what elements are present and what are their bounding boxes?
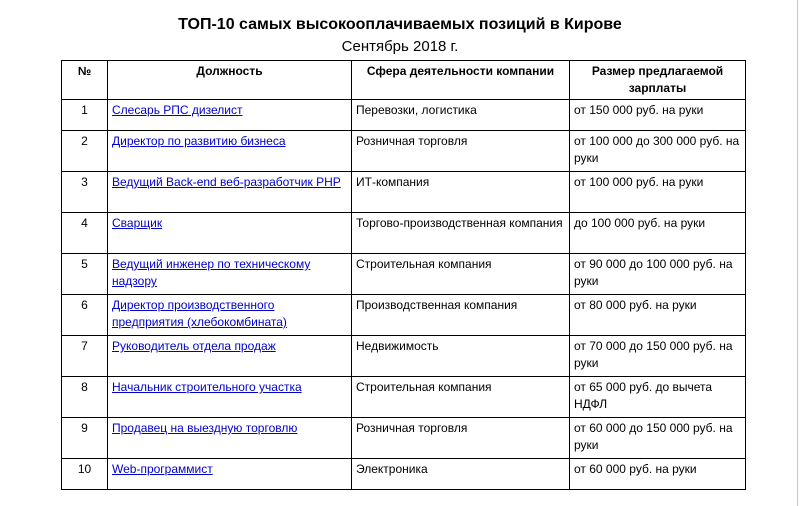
row-position-cell [108, 459, 352, 490]
row-sphere: Розничная торговля [352, 418, 570, 459]
row-sphere: Недвижимость [352, 336, 570, 377]
row-salary: от 65 000 руб. до вычета НДФЛ [570, 377, 746, 418]
table-row [62, 172, 746, 213]
table-row [62, 377, 746, 418]
position-link[interactable]: Руководитель отдела продаж [112, 339, 276, 353]
row-position-cell [108, 254, 352, 295]
row-position-cell [108, 213, 352, 254]
row-position-cell [108, 377, 352, 418]
table-row [62, 254, 746, 295]
row-salary: от 100 000 до 300 000 руб. на руки [570, 131, 746, 172]
header-salary: Размер предлагаемой зарплаты [570, 61, 746, 100]
row-salary: от 70 000 до 150 000 руб. на руки [570, 336, 746, 377]
row-sphere: Производственная компания [352, 295, 570, 336]
row-position-cell [108, 172, 352, 213]
header-num: № [62, 61, 108, 100]
row-salary: от 60 000 руб. на руки [570, 459, 746, 490]
row-num: 8 [62, 377, 108, 418]
page-subtitle: Сентябрь 2018 г. [341, 38, 459, 55]
table-row [62, 336, 746, 377]
row-salary: от 80 000 руб. на руки [570, 295, 746, 336]
position-link[interactable]: Слесарь РПС дизелист [112, 103, 243, 117]
table-header-row [62, 61, 746, 100]
row-num: 9 [62, 418, 108, 459]
row-position-cell [108, 131, 352, 172]
table-row [62, 131, 746, 172]
table-row [62, 459, 746, 490]
row-position-cell [108, 418, 352, 459]
page-title: ТОП-10 самых высокооплачиваемых позиций в Кирове [178, 16, 622, 33]
header-sphere: Сфера деятельности компании [352, 61, 570, 100]
table-row [62, 213, 746, 254]
row-sphere: Строительная компания [352, 377, 570, 418]
position-link[interactable]: Начальник строительного участка [112, 380, 302, 394]
position-link[interactable]: Ведущий инженер по техническому надзору [112, 257, 311, 288]
position-link[interactable]: Продавец на выездную торговлю [112, 421, 298, 435]
row-position-cell [108, 295, 352, 336]
row-salary: от 150 000 руб. на руки [570, 100, 746, 131]
position-link[interactable]: Сварщик [112, 216, 163, 230]
position-link[interactable]: Web-программист [112, 462, 213, 476]
row-num: 5 [62, 254, 108, 295]
salary-table [61, 60, 746, 490]
position-link[interactable]: Ведущий Back-end веб-разработчик PHP [112, 175, 341, 189]
row-num: 1 [62, 100, 108, 131]
table-row [62, 100, 746, 131]
row-salary: до 100 000 руб. на руки [570, 213, 746, 254]
table-row [62, 418, 746, 459]
row-position-cell [108, 336, 352, 377]
row-sphere: Перевозки, логистика [352, 100, 570, 131]
header-position: Должность [108, 61, 352, 100]
row-sphere: Розничная торговля [352, 131, 570, 172]
row-num: 4 [62, 213, 108, 254]
table-row [62, 295, 746, 336]
row-num: 2 [62, 131, 108, 172]
row-sphere: Строительная компания [352, 254, 570, 295]
row-num: 10 [62, 459, 108, 490]
row-num: 7 [62, 336, 108, 377]
row-sphere: Электроника [352, 459, 570, 490]
row-salary: от 100 000 руб. на руки [570, 172, 746, 213]
row-sphere: Торгово-производственная компания [352, 213, 570, 254]
row-salary: от 60 000 до 150 000 руб. на руки [570, 418, 746, 459]
row-position-cell [108, 100, 352, 131]
row-num: 3 [62, 172, 108, 213]
row-salary: от 90 000 до 100 000 руб. на руки [570, 254, 746, 295]
position-link[interactable]: Директор по развитию бизнеса [112, 134, 286, 148]
position-link[interactable]: Директор производственного предприятия (хлебокомбината) [112, 298, 287, 329]
row-sphere: ИТ-компания [352, 172, 570, 213]
row-num: 6 [62, 295, 108, 336]
